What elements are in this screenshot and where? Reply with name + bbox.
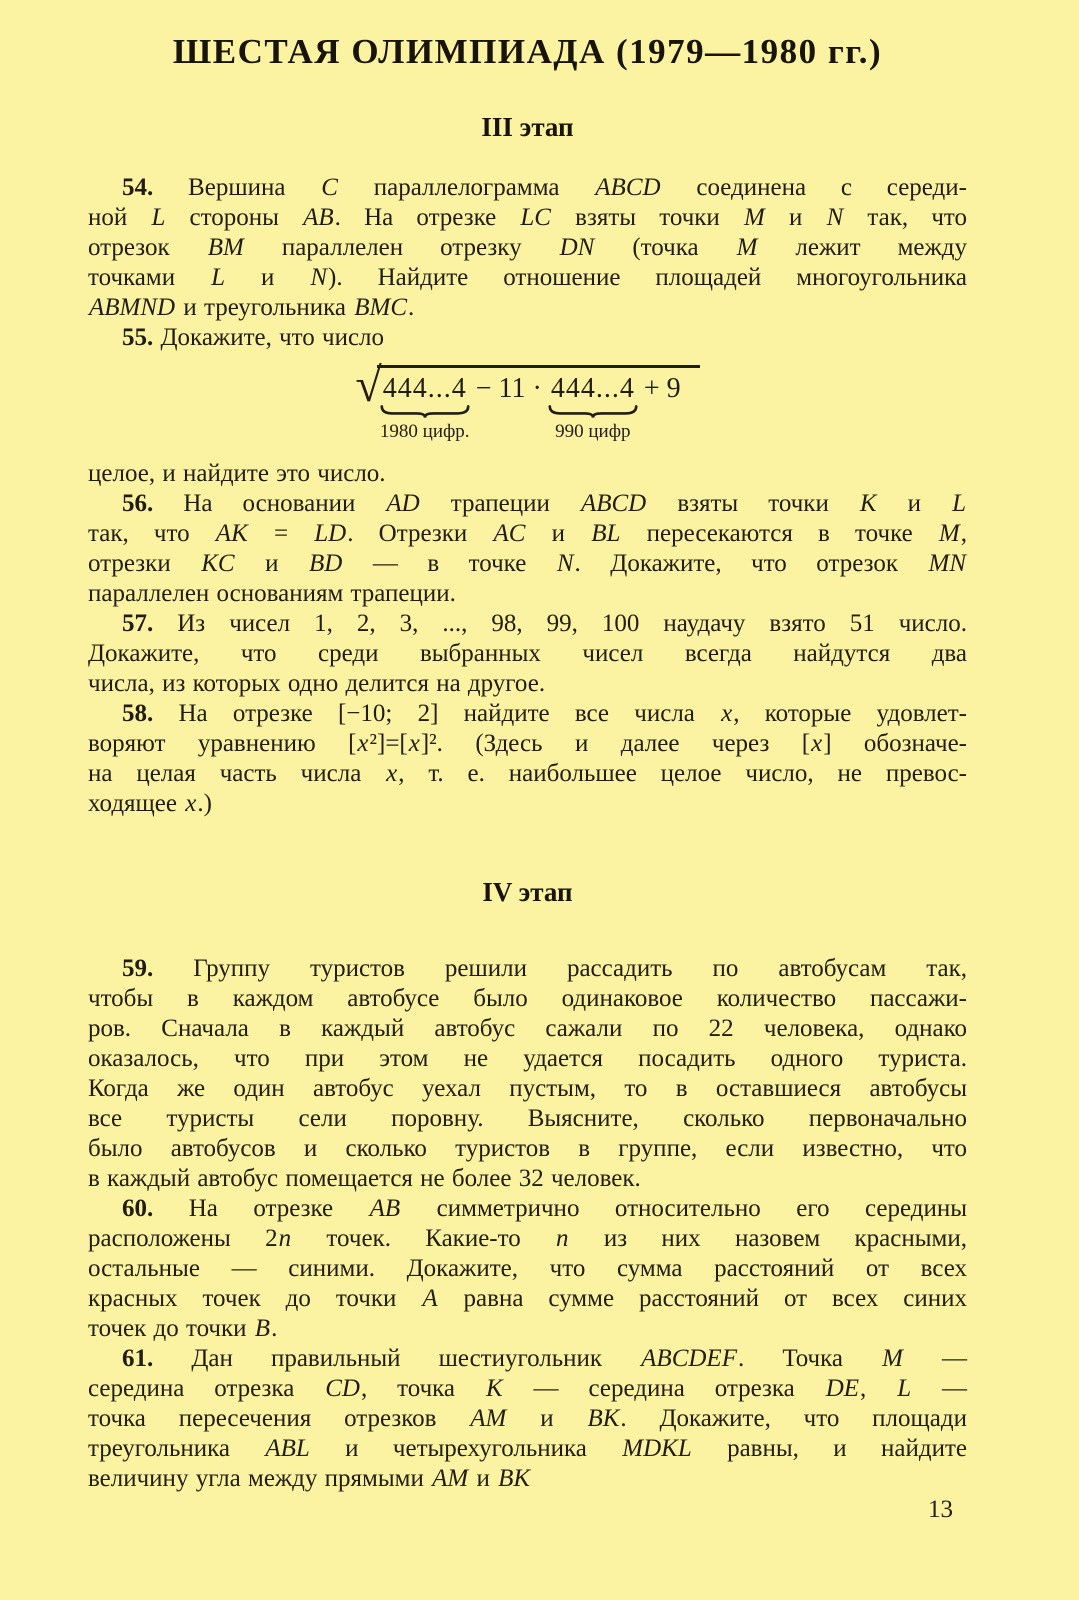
text-line: остальные — синими. Докажите, что сумма расстояний от всех xyxy=(88,1254,967,1282)
page-number: 13 xyxy=(928,1496,953,1523)
text-line: величину угла между прямыми AM и BK xyxy=(88,1464,531,1492)
problem-paragraph xyxy=(88,489,967,609)
text-line: 57. Из чисел 1, 2, 3, ..., 98, 99, 100 наудачу взято 51 число. xyxy=(122,609,967,637)
text-line: точка пересечения отрезков AM и BK. Докажите, что площади xyxy=(88,1404,967,1432)
problem-paragraph xyxy=(88,323,967,353)
text-line: на целая часть числа x, т. е. наибольшее целое число, не превос- xyxy=(88,759,967,787)
text-line: Когда же один автобус уехал пустым, то в оставшиеся автобусы xyxy=(88,1074,967,1102)
text-line: воряют уравнению [x²]=[x]². (Здесь и далее через [x] обозначе- xyxy=(88,729,968,757)
text-line: ров. Сначала в каждый автобус сажали по 22 человека, однако xyxy=(88,1014,967,1042)
stage-heading: IV этап xyxy=(482,876,573,907)
text-line: ной L стороны AB. На отрезке LC взяты точки M и N так, что xyxy=(88,203,968,231)
text-line: отрезок BM параллелен отрезку DN (точка M лежит между xyxy=(88,233,967,261)
page-title: ШЕСТАЯ ОЛИМПИАДА (1979—1980 гг.) xyxy=(172,32,883,71)
text-line: 60. На отрезке AB симметрично относительно его середины xyxy=(122,1194,967,1222)
problem-paragraph xyxy=(88,609,967,699)
underbrace xyxy=(380,405,470,443)
problem-paragraph xyxy=(88,1344,967,1494)
brace-label: 1980 цифр. xyxy=(379,420,470,442)
braced-number-group-1 xyxy=(379,372,470,442)
text-line: Докажите, что среди выбранных чисел всегда найдутся два xyxy=(88,639,967,667)
underbrace xyxy=(548,405,638,443)
text-line: 56. На основании AD трапеции ABCD взяты точки K и L xyxy=(122,489,966,517)
text-line: ABMND и треугольника BMC. xyxy=(89,293,415,321)
text-line: числа, из которых одно делится на другое. xyxy=(88,669,546,697)
text-line: так, что AK = LD. Отрезки AC и BL пересекаются в точке M, xyxy=(88,519,967,547)
problem-paragraph xyxy=(88,173,967,323)
text-line: параллелен основаниям трапеции. xyxy=(88,579,456,607)
problem-paragraph xyxy=(88,699,967,819)
underbrace-icon xyxy=(548,405,638,419)
problem-paragraph xyxy=(88,954,967,1194)
text-line: красных точек до точки A равна сумме расстояний от всех синих xyxy=(88,1284,968,1312)
text-line: оказалось, что при этом не удается посадить одного туриста. xyxy=(88,1044,967,1072)
text-line: 59. Группу туристов решили рассадить по автобусам так, xyxy=(122,954,967,982)
operator-tail: + 9 xyxy=(643,372,681,404)
operator-mid: − 11 · xyxy=(475,372,542,404)
sqrt-radical-icon: √ xyxy=(355,358,382,412)
text-line: 54. Вершина C параллелограмма ABCD соединена с середи- xyxy=(122,173,967,201)
text-line: отрезки KC и BD — в точке N. Докажите, что отрезок MN xyxy=(88,549,966,577)
text-line: треугольника ABL и четырехугольника MDKL равны, и найдите xyxy=(88,1434,967,1462)
brace-label: 990 цифр xyxy=(555,420,631,442)
text-line: расположены 2n точек. Какие-то n из них назовем красными, xyxy=(88,1224,967,1252)
text-line: ходящее x.) xyxy=(88,789,212,817)
text-line: чтобы в каждом автобусе было одинаковое количество пассажи- xyxy=(88,984,967,1012)
text-line: целое, и найдите это число. xyxy=(88,459,386,487)
problem-paragraph xyxy=(88,459,967,489)
text-line: 61. Дан правильный шестиугольник ABCDEF. Точка M — xyxy=(122,1344,968,1372)
text-line: середина отрезка CD, точка K — середина отрезка DE, L — xyxy=(88,1374,968,1402)
text-line: было автобусов и сколько туристов в группе, если известно, что xyxy=(88,1134,967,1162)
sqrt-formula xyxy=(88,358,967,442)
braced-number-group-2 xyxy=(550,372,635,442)
problem-paragraph xyxy=(88,1194,967,1344)
stage-heading: III этап xyxy=(481,111,574,142)
text-line: 58. На отрезке [−10; 2] найдите все числа x, которые удовлет- xyxy=(122,699,967,727)
underbrace-icon xyxy=(380,405,470,419)
text-line: точками L и N). Найдите отношение площадей многоугольника xyxy=(88,263,967,291)
formula-inner xyxy=(355,358,699,442)
radicand xyxy=(377,365,700,442)
radicand-digits: 444...4 xyxy=(550,372,635,404)
content xyxy=(88,112,967,1494)
radicand-digits: 444...4 xyxy=(382,372,467,404)
text-line: 55. Докажите, что число xyxy=(122,323,385,351)
text-line: точек до точки B. xyxy=(88,1314,278,1342)
text-line: все туристы сели поровну. Выясните, сколько первоначально xyxy=(88,1104,967,1132)
text-line: в каждый автобус помещается не более 32 человек. xyxy=(88,1164,641,1192)
